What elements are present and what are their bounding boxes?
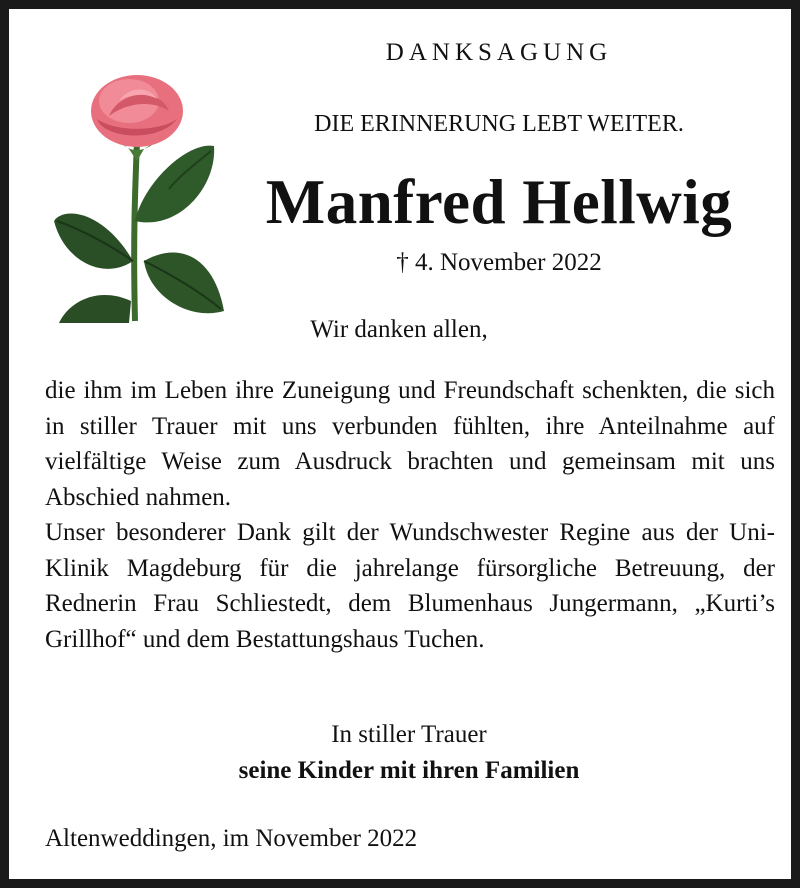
place-date: Altenweddingen, im November 2022 xyxy=(45,825,418,852)
thanks-body xyxy=(45,373,775,657)
family-line: seine Kinder mit ihren Familien xyxy=(238,757,580,784)
death-date: † 4. November 2022 xyxy=(396,249,602,276)
deceased-name: Manfred Hellwig xyxy=(265,167,733,237)
notice-heading: DANKSAGUNG xyxy=(385,39,613,66)
rose-icon xyxy=(49,71,234,329)
thanks-paragraph-2: Unser besonderer Dank gilt der Wundschwester Regine aus der Uni-Klinik Magdeburg für die jahrelange fürsorgliche Betreuung, der Rednerin Frau Schliestedt, dem Blumenhaus Jungermann, „Kurti’s Grillhof“ und dem Bestattungshaus Tuchen. xyxy=(45,519,775,653)
signoff xyxy=(159,717,659,789)
notice-motto: DIE ERINNERUNG LEBT WEITER. xyxy=(314,111,684,137)
mourning-line: In stiller Trauer xyxy=(331,721,487,748)
thanks-paragraph-1: die ihm im Leben ihre Zuneigung und Freundschaft schenkten, die sich in stiller Trauer mit uns verbunden fühlten, ihre Anteilnahme auf vielfältige Weise zum Ausdruck brachten und gemeinsam mit uns Abschied nahmen. xyxy=(45,377,775,511)
thanks-intro: Wir danken allen, xyxy=(310,316,488,343)
